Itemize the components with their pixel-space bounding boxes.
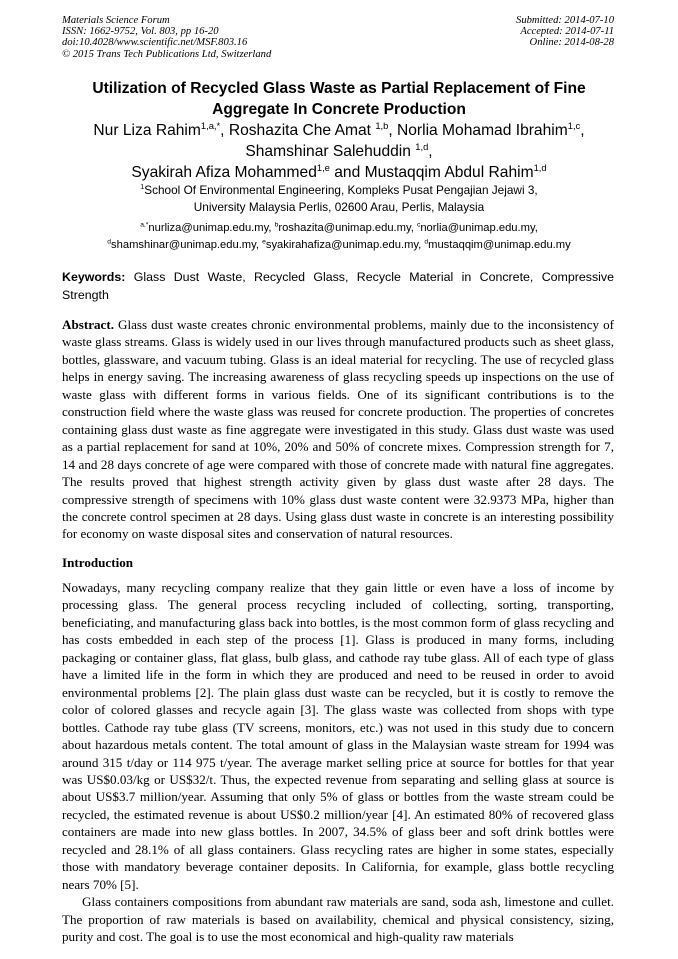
accepted-date: Accepted: 2014-07-11: [520, 26, 614, 38]
sep: ,: [428, 143, 433, 161]
affil-line: University Malaysia Perlis, 02600 Arau, Perlis, Malaysia: [193, 200, 485, 214]
copyright: © 2015 Trans Tech Publications Ltd, Switzerland: [62, 48, 272, 60]
sep: ,: [220, 122, 229, 139]
keywords-label: Keywords:: [62, 270, 126, 284]
email-list: [40, 220, 638, 253]
online-date: Online: 2014-08-28: [529, 37, 614, 49]
author: Mustaqqim Abdul Rahim: [364, 164, 534, 182]
keywords-text: Glass Dust Waste, Recycled Glass, Recycle Material in Concrete, Compressive Strength: [62, 270, 614, 302]
paragraph: Nowadays, many recycling company realize that they gain little or even have a loss of income by processing glass. The general process recycling included of collecting, sorting, transporting, beneficiating, and manufacturing glass back into bottles, is the most common form of glass recycling and has costs embedded in each step of the process [1]. Glass is produced in many forms, including packaging or container glass, flat glass, bulb glass, and cathode ray tube glass. All of each type of glass have a limited life in the form in which they are produced and need to be reused in order to avoid environmental problems [2]. The plain glass dust waste can be recycled, but it is costly to remove the color of colored glasses and recycle again [3]. The glass waste was collected from shops with type bottles. Cathode ray tube glass (TV screens, monitors, etc.) was not used in this study due to concern about hazardous metals content. The total amount of glass in the Malaysian waste stream for 1994 was around 315 t/day or 114 975 t/year. The average market selling price at source for bottles for that year was US$0.03/kg or US$32/t. Thus, the expected revenue from separating and selling glass at source is about US$3.7 million/year. Assuming that only 5% of glass or bottles from the waste stream could be recycled, the estimated revenue is about US$0.2 million/year [4]. An estimated 80% of recovered glass containers are made into new glass bottles. In 2007, 34.5% of glass beer and soft drink bottles were recycled and 28.1% of all glass containers. Glass recycling rates are higher in some states, especially those with mandatory beverage container deposits. In California, for example, glass bottle recycling nears 70% [5].: [62, 580, 614, 892]
journal-info: [62, 15, 271, 60]
sep: and: [329, 164, 365, 182]
email-sup: e: [262, 237, 266, 245]
author: Norlia Mohamad Ibrahim: [397, 122, 568, 139]
doi: doi:10.4028/www.scientific.net/MSF.803.16: [62, 37, 248, 49]
section-heading: Introduction: [62, 555, 134, 570]
email-sup: c: [416, 221, 421, 229]
author-sup: 1,c: [567, 120, 581, 131]
author-line: [40, 120, 638, 141]
author-line: [40, 162, 638, 183]
affil-sup: 1: [140, 183, 145, 192]
email: shamshinar@unimap.edu.my,: [111, 238, 263, 251]
title-line: Aggregate In Concrete Production: [212, 100, 466, 118]
author-sup: 1,b: [375, 120, 389, 131]
email: norlia@unimap.edu.my,: [420, 222, 538, 234]
submitted-date: Submitted: 2014-07-10: [516, 15, 614, 26]
email: roshazita@unimap.edu.my,: [278, 222, 417, 234]
sep: ,: [580, 122, 585, 139]
email-sup: d: [107, 237, 112, 245]
email: nurliza@unimap.edu.my,: [148, 222, 275, 234]
email-sup: b: [274, 221, 279, 229]
paragraph: Glass containers compositions from abundant raw materials are sand, soda ash, limestone and cullet. The proportion of raw materials is based on availability, chemical and physical consistency, sizing, purity and cost. The goal is to use the most economical and high-quality raw materials: [62, 894, 614, 945]
email: syakirahafiza@unimap.edu.my,: [265, 238, 425, 251]
author: Shamshinar Salehuddin: [245, 143, 416, 161]
affiliation: [40, 182, 638, 216]
abstract-label: Abstract.: [62, 317, 114, 332]
email-sup: d: [424, 237, 429, 245]
author-line: [40, 141, 638, 162]
abstract-text: Glass dust waste creates chronic environmental problems, mainly due to the inconsistency of waste glass streams. Glass is widely used in our lives through manufactured products such as sheet glass, bottles, glassware, and vacuum tubing. Glass is an ideal material for recycling. The use of recycled glass helps in energy saving. The increasing awareness of glass recycling speeds up inspections on the use of waste glass with different forms in various fields. One of its significant contributions is to the construction field where the waste glass was reused for concrete production. The properties of concretes containing glass dust waste as fine aggregate were investigated in this study. Glass dust waste was used as a partial replacement for sand at 10%, 20% and 50% of concrete mixes. Compression strength for 7, 14 and 28 days concrete of age were compared with those of concrete made with natural fine aggregates. The results proved that highest strength activity given by glass dust waste after 28 days. The compressive strength of specimens with 10% glass dust waste content were 32.9373 MPa, higher than the concrete control specimen at 28 days. Using glass dust waste in concrete is an interesting possibility for economy on waste disposal sites and conservation of natural resources.: [62, 317, 614, 542]
sep: ,: [388, 122, 397, 139]
author: Nur Liza Rahim: [93, 122, 201, 139]
introduction-body: [62, 579, 614, 946]
author-sup: 1,e: [316, 163, 330, 174]
email-sup: a,*: [140, 221, 149, 229]
author-sup: 1,d: [533, 163, 547, 174]
author: Roshazita Che Amat: [228, 122, 376, 139]
issn: ISSN: 1662-9752, Vol. 803, pp 16-20: [62, 26, 219, 38]
affil-line: School Of Environmental Engineering, Kompleks Pusat Pengajian Jejawi 3,: [144, 183, 538, 197]
author: Syakirah Afiza Mohammed: [131, 164, 317, 182]
author-list: [40, 120, 638, 184]
abstract: [62, 316, 614, 543]
keywords: [62, 269, 614, 304]
author-sup: 1,a,*: [200, 120, 221, 131]
email: mustaqqim@unimap.edu.my: [428, 238, 571, 251]
title-line: Utilization of Recycled Glass Waste as Partial Replacement of Fine: [92, 80, 586, 97]
dates-info: [516, 15, 614, 49]
author-sup: 1,d: [415, 142, 429, 153]
paper-title: [40, 79, 638, 120]
journal-name: Materials Science Forum: [62, 15, 170, 26]
